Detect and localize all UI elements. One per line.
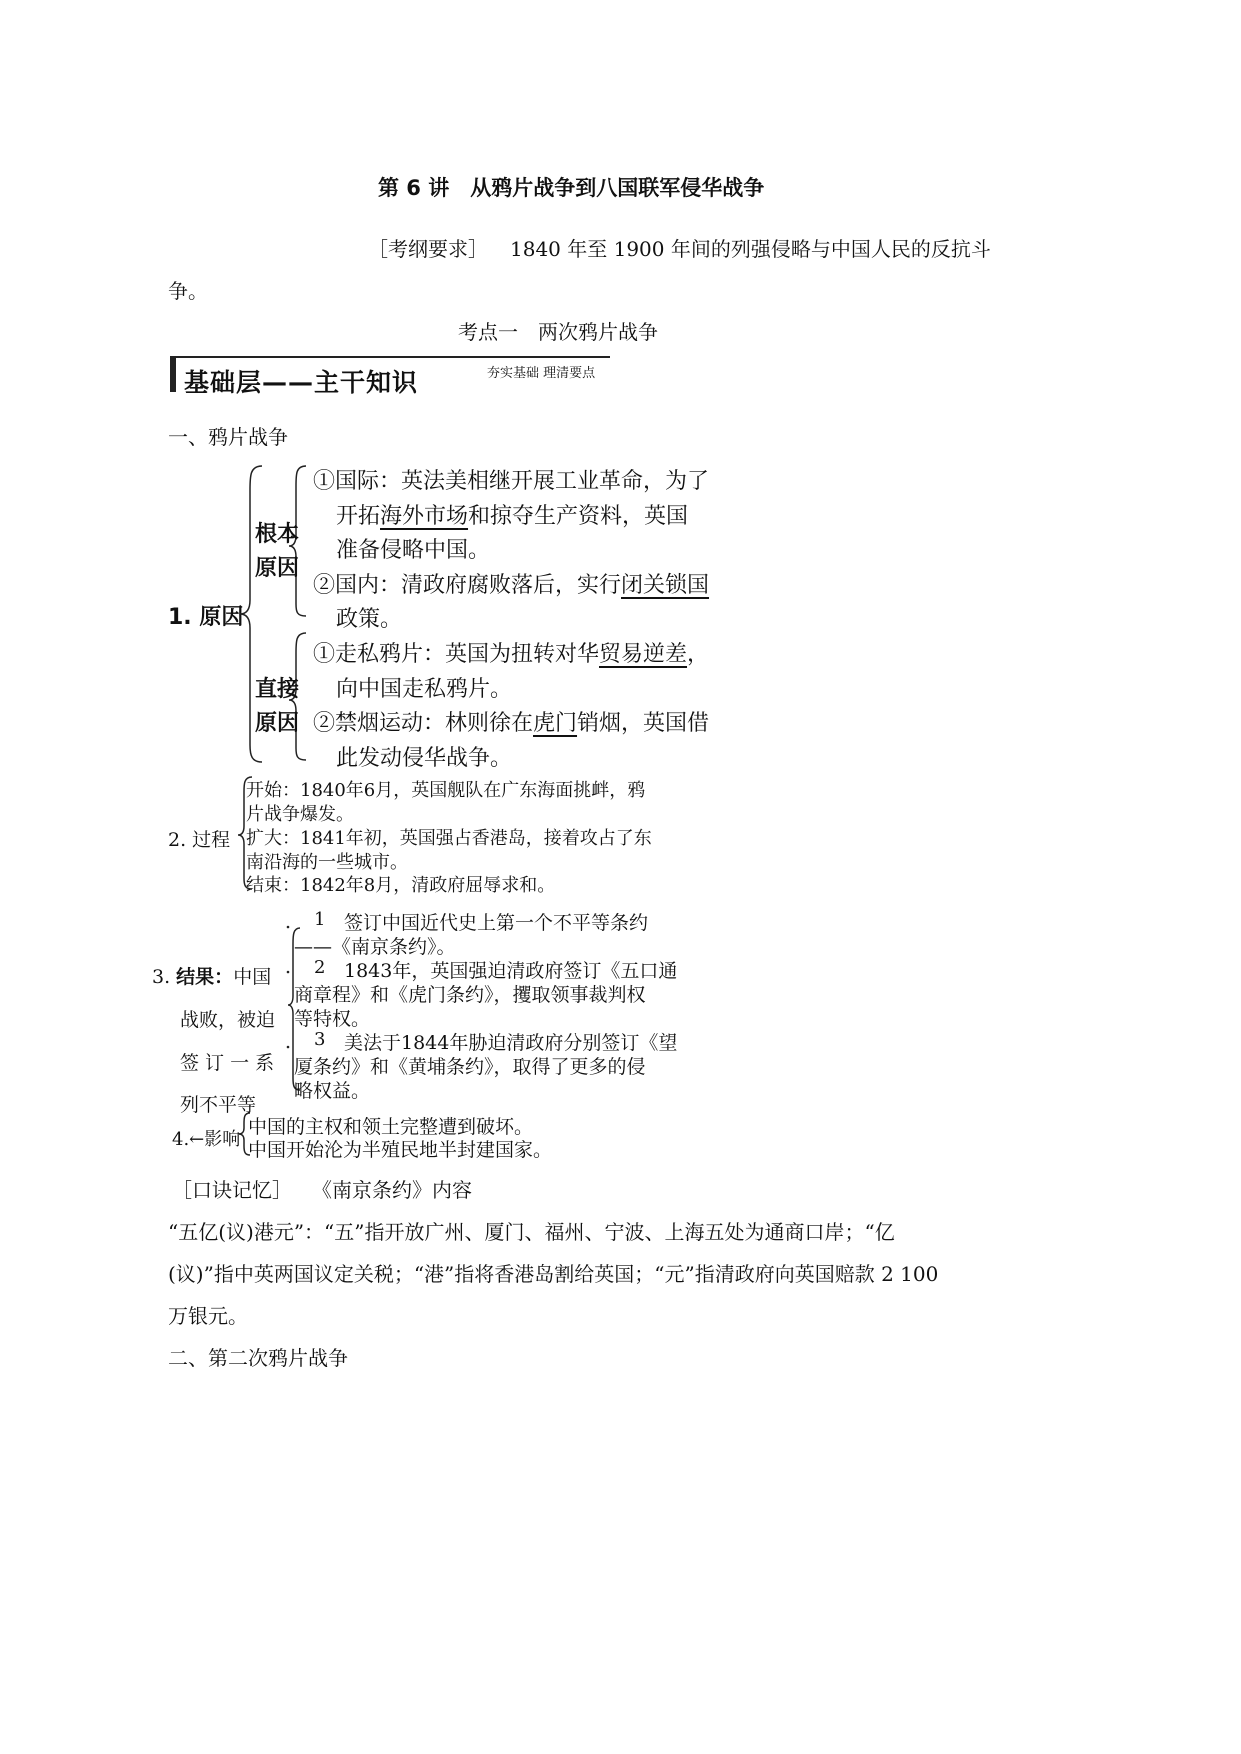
result-label-3: 签 订 一 系: [180, 1052, 275, 1074]
process-line-5: 结束：1842年8月，清政府屈辱求和。: [246, 875, 556, 896]
direct-cause-label-1: 直接: [255, 677, 300, 702]
direct-cause-1-line-1: ①走私鸦片：英国为扭转对华贸易逆差，: [313, 642, 710, 667]
mnemonic-label: ［口诀记忆］: [172, 1178, 292, 1202]
result-item-2-line-3: 等特权。: [294, 1008, 371, 1030]
result-item-1-line-2: ——《南京条约》。: [294, 936, 456, 958]
result-label: 3. 结果：中国: [152, 966, 272, 988]
result-item-1-number: 1: [314, 909, 326, 930]
syllabus-text: 1840 年至 1900 年间的列强侵略与中国人民的反抗斗: [510, 237, 991, 261]
root-cause-1-line-3: 准备侵略中国。: [336, 538, 491, 563]
result-item-3-line-3: 略权益。: [294, 1080, 371, 1102]
root-cause-1-line-2: 开拓海外市场和掠夺生产资料，英国: [336, 504, 689, 529]
syllabus-label: ［考纲要求］: [368, 237, 488, 261]
direct-cause-2-line-2: 此发动侵华战争。: [336, 746, 513, 771]
result-label-4: 列不平等: [180, 1094, 257, 1116]
direct-cause-1-line-2: 向中国走私鸦片。: [336, 677, 513, 702]
point-title: 考点一 两次鸦片战争: [458, 320, 658, 344]
part-1-heading: 一、鸦片战争: [168, 425, 288, 449]
root-cause-2-line-2: 政策。: [336, 607, 403, 632]
impact-line-2: 中国开始沦为半殖民地半封建国家。: [248, 1139, 553, 1161]
result-item-2-line-2: 商章程》和《虎门条约》，攫取领事裁判权: [294, 984, 646, 1006]
result-item-2-number: 2: [314, 957, 326, 978]
process-line-1: 开始：1840年6月，英国舰队在广东海面挑衅，鸦: [246, 780, 646, 801]
impact-line-1: 中国的主权和领土完整遭到破坏。: [248, 1116, 534, 1138]
mnemonic-line-1: “五亿(议)港元”：“五”指开放广州、厦门、福州、宁波、上海五处为通商口岸；“亿: [168, 1220, 895, 1244]
section-tag: 夯实基础 理清要点: [487, 366, 596, 381]
result-item-3-line-1: 美法于1844年胁迫清政府分别签订《望: [344, 1032, 678, 1054]
section-head: 基础层——主干知识: [184, 368, 419, 397]
process-line-3: 扩大：1841年初，英国强占香港岛，接着攻占了东: [246, 828, 652, 849]
result-item-3-line-2: 厦条约》和《黄埔条约》，取得了更多的侵: [294, 1056, 646, 1078]
root-cause-1-line-1: ①国际：英法美相继开展工业革命，为了: [313, 469, 710, 494]
part-2-heading: 二、第二次鸦片战争: [168, 1346, 348, 1370]
root-cause-label-2: 原因: [255, 556, 300, 581]
process-line-4: 南沿海的一些城市。: [246, 852, 408, 873]
mnemonic-line-2: (议)”指中英两国议定关税；“港”指将香港岛割给英国；“元”指清政府向英国赔款 2 100: [168, 1262, 939, 1286]
result-item-1-line-1: 签订中国近代史上第一个不平等条约: [344, 912, 649, 934]
direct-cause-label-2: 原因: [255, 711, 300, 736]
result-item-3-number: 3: [314, 1029, 326, 1050]
mnemonic-topic: 《南京条约》内容: [312, 1178, 472, 1202]
result-label-2: 战败，被迫: [180, 1009, 276, 1031]
syllabus-continuation: 争。: [168, 279, 208, 303]
mnemonic-line-3: 万银元。: [168, 1304, 248, 1328]
root-cause-2-line-1: ②国内：清政府腐败落后，实行闭关锁国: [313, 573, 710, 598]
process-label: 2. 过程: [168, 829, 231, 851]
page-title: 第 6 讲 从鸦片战争到八国联军侵华战争: [378, 176, 765, 200]
mnemonic-heading: [172, 1174, 472, 1203]
process-line-2: 片战争爆发。: [246, 804, 354, 825]
result-item-2-line-1: 1843年，英国强迫清政府签订《五口通: [344, 960, 678, 982]
direct-cause-2-line-1: ②禁烟运动：林则徐在虎门销烟，英国借: [313, 711, 710, 736]
impact-label: 4.←影响: [172, 1129, 241, 1150]
root-cause-label-1: 根本: [255, 522, 300, 547]
cause-label: 1. 原因: [168, 605, 244, 630]
